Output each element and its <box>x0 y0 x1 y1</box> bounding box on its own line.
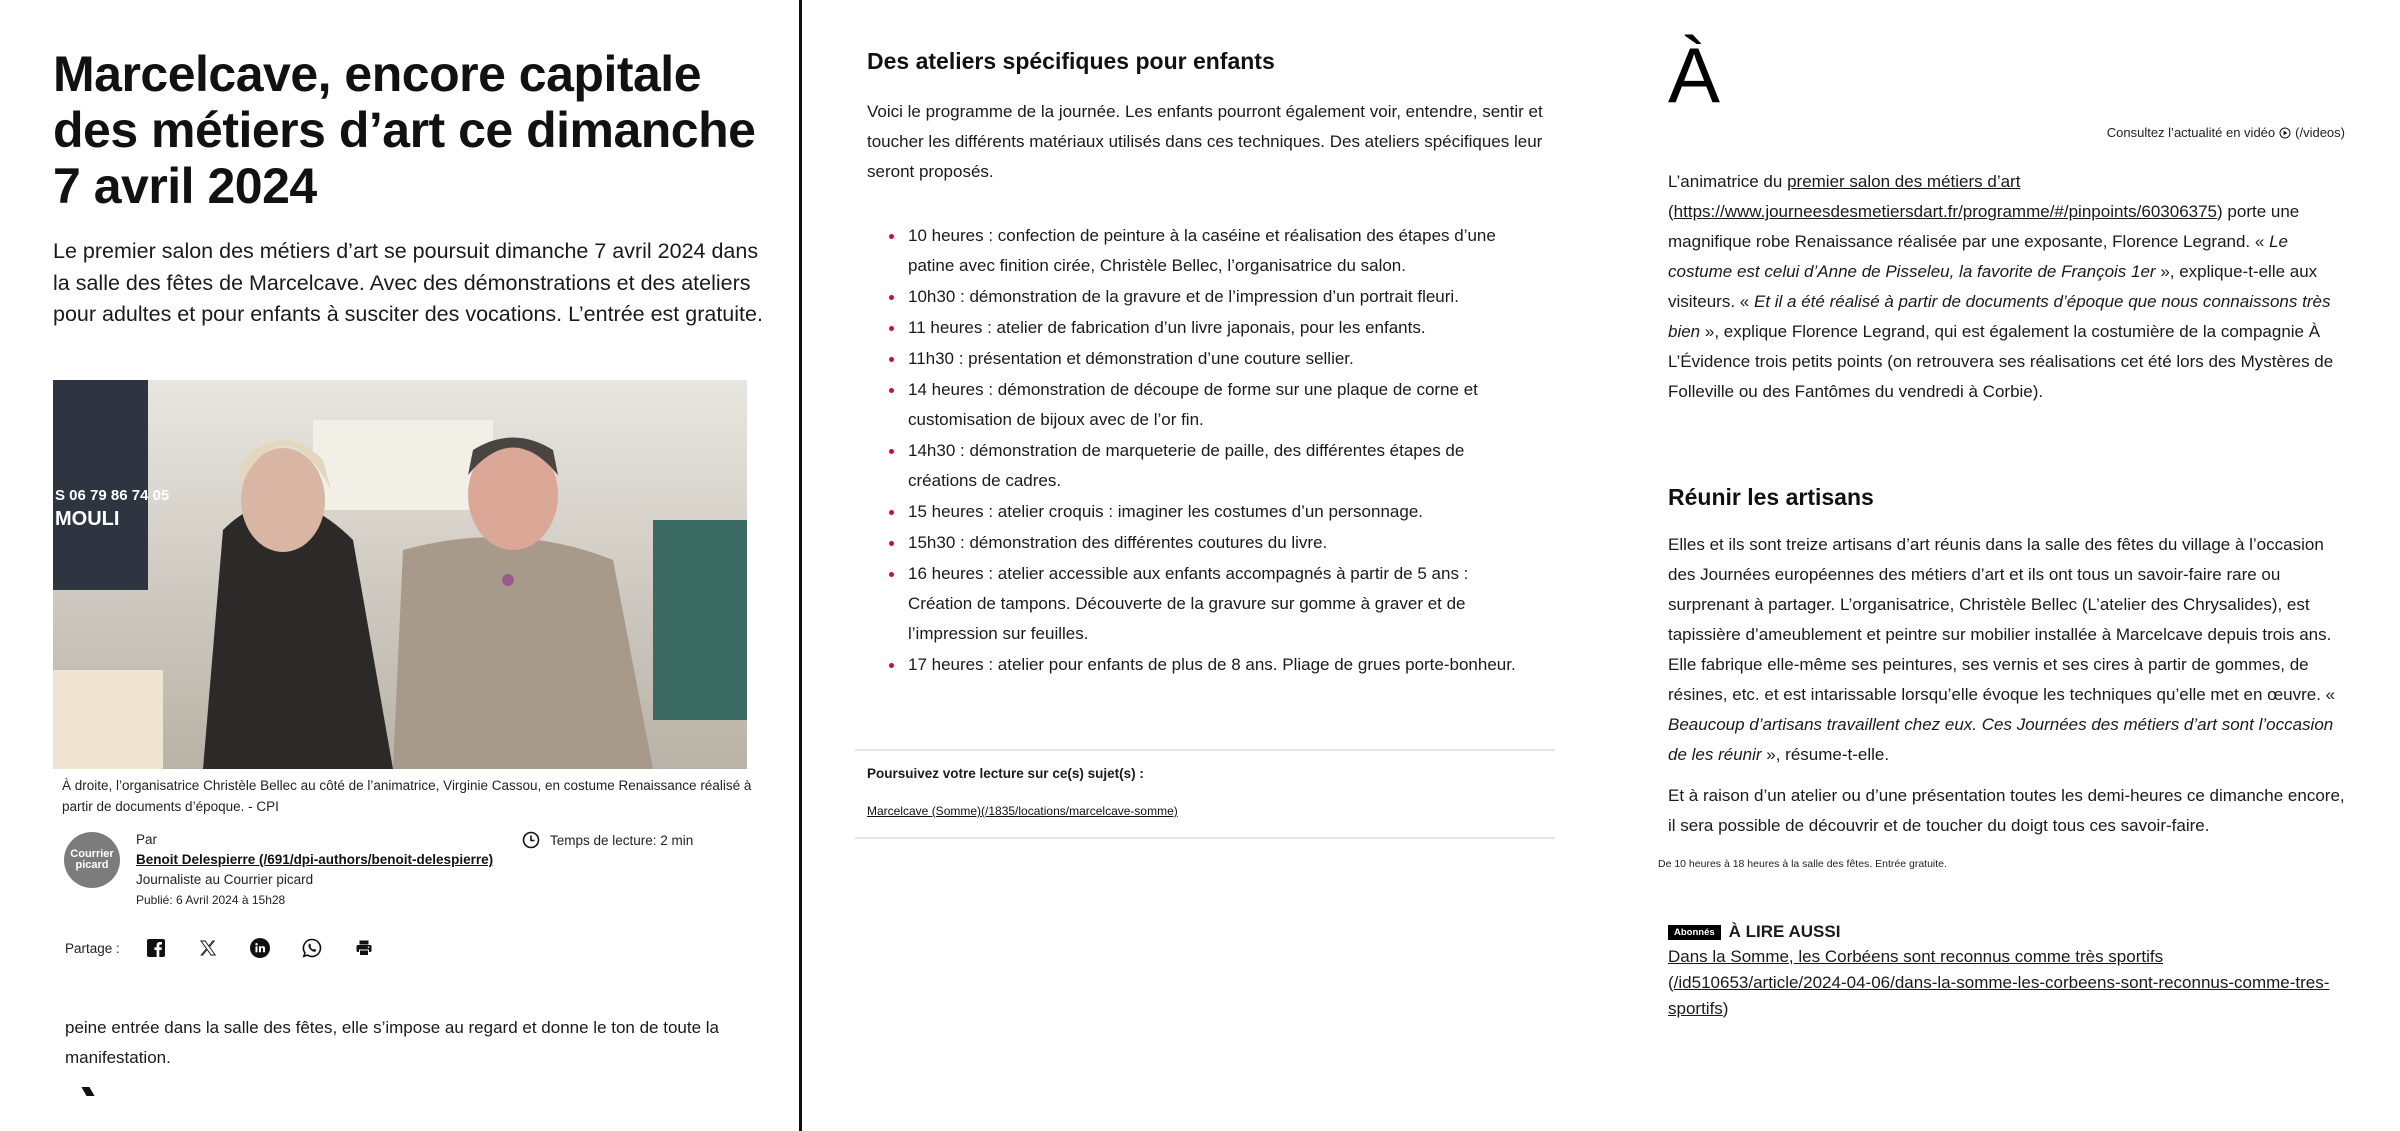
article-headline: Marcelcave, encore capitale des métiers d’art ce dimanche 7 avril 2024 <box>53 46 756 214</box>
read-also-block <box>1668 922 2348 1022</box>
paragraph-artisans <box>1668 530 2348 770</box>
program-item: 16 heures : atelier accessible aux enfants accompagnés à partir de 5 ans : Création de tampons. Découverte de la gravure sur gomme à graver et de l’impression sur feuilles. <box>889 559 1529 649</box>
article-column-middle <box>803 0 1603 1131</box>
photo-caption: À droite, l’organisatrice Christèle Bellec au côté de l’animatrice, Virginie Cassou, en costume Renaissance réalisé à partir de documents d’époque. - CPI <box>62 778 752 814</box>
text-run: », explique-t-elle aux visiteurs. « <box>1668 262 2318 311</box>
video-link-text: Consultez l’actualité en vidéo <box>2106 125 2276 140</box>
read-time-text: Temps de lecture: 2 min <box>550 832 694 848</box>
stray-glyph <box>81 1087 94 1096</box>
byline-par: Par <box>136 832 158 847</box>
facebook-icon[interactable] <box>146 938 166 958</box>
photo-sign-text: S 06 79 86 74 05 <box>55 487 170 504</box>
article-lede: Le premier salon des métiers d’art se poursuit dimanche 7 avril 2024 dans la salle des fêtes de Marcelcave. Avec des démonstrations et des ateliers pour adultes et pour enfants à susciter des vocations. L’entrée est gratuite. <box>53 239 763 326</box>
video-news-link[interactable] <box>2107 125 2345 140</box>
body-paragraph: peine entrée dans la salle des fêtes, elle s’impose au regard et donne le ton de toute la manifestation. <box>65 1018 719 1067</box>
print-icon[interactable] <box>354 938 374 958</box>
section-heading-ateliers: Des ateliers spécifiques pour enfants <box>867 48 1275 74</box>
video-link-path: (/videos) <box>2295 125 2345 140</box>
clock-icon <box>522 831 540 849</box>
read-time <box>522 831 693 849</box>
text-run: Elles et ils sont treize artisans d’art réunis dans la salle des fêtes du village à l’occasion des Journées européennes des métiers d’art et ils ont tous un savoir-faire rare ou surprenant à partager. L’organisatrice, Christèle Bellec (L’atelier des Chrysalides), est tapissière d’ameublement et peintre sur mobilier installée à Marcelcave depuis trois ans. Elle fabrique elle-même ses peintures, ses vernis et ses cires à partir de gommes, de résines, etc. et est intarissable lorsqu’elle évoque les techniques qu’elle met en œuvre. « <box>1668 535 2336 704</box>
related-topics-title: Poursuivez votre lecture sur ce(s) sujet(s) : <box>867 766 1144 781</box>
page-divider <box>799 0 802 1131</box>
text-run: ) porte une magnifique robe Renaissance réalisée par une exposante, Florence Legrand. « <box>1668 202 2300 251</box>
url-close-paren: ) <box>1722 999 1729 1018</box>
dropcap-letter: À <box>1668 31 1721 119</box>
paragraph-conclusion: Et à raison d’un atelier ou d’une présentation toutes les demi-heures ce dimanche encore, il sera possible de découvrir et de toucher du doigt tous ces savoir-faire. <box>1668 786 2345 835</box>
program-item: 15 heures : atelier croquis : imaginer les costumes d’un personnage. <box>889 497 1529 527</box>
read-also-url[interactable]: /id510653/article/2024-04-06/dans-la-somme-les-corbeens-sont-reconnus-comme-tres-sportifs <box>1668 973 2330 1018</box>
article-photo <box>53 380 747 769</box>
photo-sign-text-2: MOULI <box>55 508 120 530</box>
program-item: 14h30 : démonstration de marqueterie de paille, des différentes étapes de créations de cadres. <box>889 436 1529 496</box>
author-role: Journaliste au Courrier picard <box>136 872 314 887</box>
photo-illustration <box>53 380 747 769</box>
salon-link[interactable]: premier salon des métiers d’art <box>1787 172 2021 191</box>
text-run: L’animatrice du <box>1668 172 1788 191</box>
share-label: Partage : <box>65 940 120 956</box>
article-column-left <box>0 0 800 1131</box>
subscribers-badge: Abonnés <box>1668 925 1721 940</box>
logo-line-2: picard <box>75 859 109 871</box>
linkedin-icon[interactable] <box>250 938 270 958</box>
quote-italic: Le costume est celui d’Anne de Pisseleu, la favorite de François 1er <box>1668 232 2288 281</box>
salon-url-link[interactable]: https://www.journeesdesmetiersdart.fr/programme/#/pinpoints/60306375 <box>1673 202 2218 221</box>
url-open-paren: ( <box>1668 973 1674 992</box>
text-run: », résume-t-elle. <box>1761 745 1890 764</box>
author-link[interactable]: Benoit Delespierre (/691/dpi-authors/benoit-delespierre) <box>136 852 494 867</box>
byline <box>64 830 764 910</box>
play-circle-icon <box>2279 127 2291 139</box>
quote-italic: Et il a été réalisé à partir de documents d’époque que nous connaissons très bien <box>1668 292 2331 341</box>
program-item: 10h30 : démonstration de la gravure et de l’impression d’un portrait fleuri. <box>889 282 1529 312</box>
share-bar <box>65 938 406 958</box>
article-column-right <box>1603 0 2400 1131</box>
program-item: 10 heures : confection de peinture à la caséine et réalisation des étapes d’une patine avec finition cirée, Christèle Bellec, l’organisatrice du salon. <box>889 221 1529 281</box>
program-list <box>889 221 1529 681</box>
read-also-header <box>1668 922 2348 942</box>
topic-link-marcelcave[interactable]: Marcelcave (Somme)(/1835/locations/marcelcave-somme) <box>867 804 1178 818</box>
program-item: 11h30 : présentation et démonstration d’une couture sellier. <box>889 344 1529 374</box>
read-also-title[interactable]: Dans la Somme, les Corbéens sont reconnus comme très sportifs <box>1668 947 2164 966</box>
paragraph-animatrice <box>1668 167 2348 407</box>
text-run: », explique Florence Legrand, qui est également la costumière de la compagnie À L’Évidence trois petits points (on retrouvera ses réalisations cet été lors des Mystères de Folleville ou des Fantômes du vendredi à Corbie). <box>1668 322 2334 401</box>
program-item: 15h30 : démonstration des différentes coutures du livre. <box>889 528 1529 558</box>
text-run: ( <box>1668 202 1674 221</box>
byline-text <box>136 830 493 910</box>
section-heading-artisans: Réunir les artisans <box>1668 484 1874 510</box>
read-also-label: À LIRE AUSSI <box>1728 922 1841 941</box>
x-icon[interactable] <box>198 938 218 958</box>
program-item: 14 heures : démonstration de découpe de forme sur une plaque de corne et customisation de bijoux avec de l’or fin. <box>889 375 1529 435</box>
related-topics <box>855 749 1555 839</box>
logo-line-1: Courrier <box>70 848 114 860</box>
program-item: 17 heures : atelier pour enfants de plus de 8 ans. Pliage de grues porte-bonheur. <box>889 650 1529 680</box>
program-item: 11 heures : atelier de fabrication d’un livre japonais, pour les enfants. <box>889 313 1529 343</box>
whatsapp-icon[interactable] <box>302 938 322 958</box>
courrier-picard-logo <box>64 832 120 888</box>
program-intro: Voici le programme de la journée. Les enfants pourront également voir, entendre, sentir et toucher les différents matériaux utilisés dans ces techniques. Des ateliers spécifiques leur seront proposés. <box>867 102 1543 181</box>
publish-date: Publié: 6 Avril 2024 à 15h28 <box>136 893 286 907</box>
quote-italic: Beaucoup d’artisans travaillent chez eux. Ces Journées des métiers d’art sont l’occasion de les réunir <box>1668 715 2334 764</box>
read-also-link[interactable] <box>1668 944 2348 1022</box>
practical-info: De 10 heures à 18 heures à la salle des fêtes. Entrée gratuite. <box>1658 858 1947 870</box>
